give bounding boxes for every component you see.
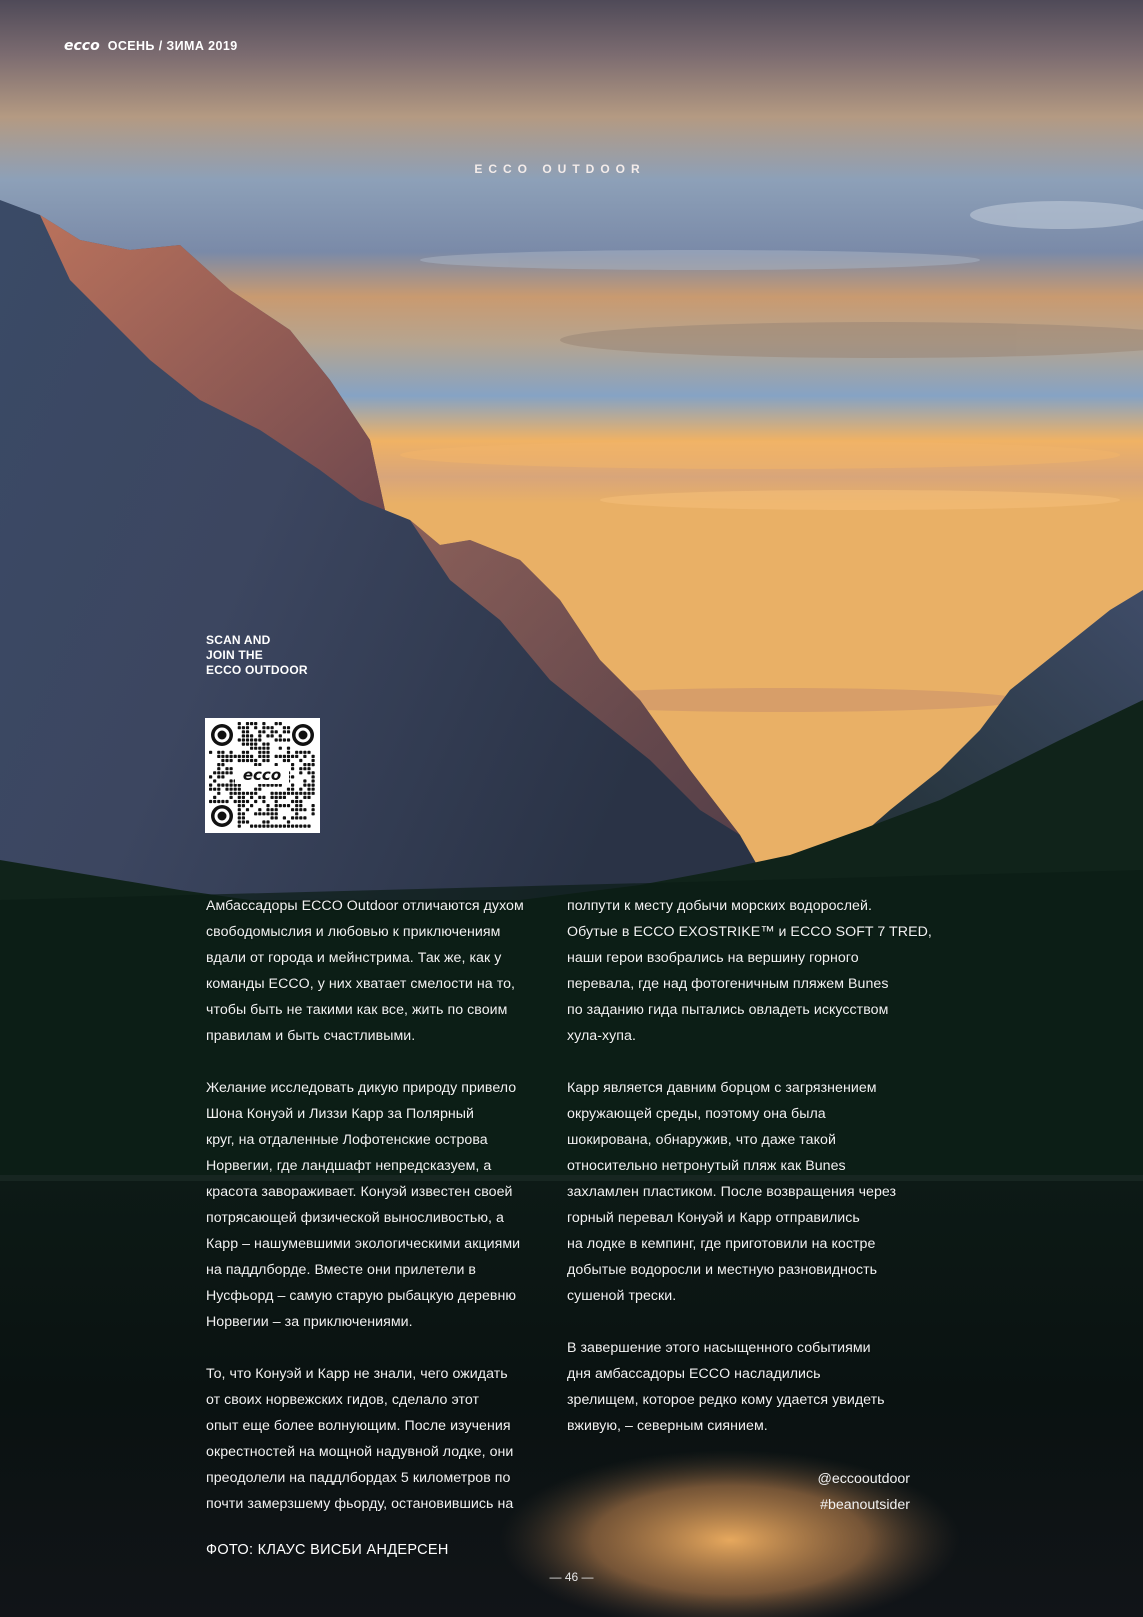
qr-ecco-logo: ecco <box>242 766 282 784</box>
text-line: перевала, где над фотогеничным пляжем Bunes <box>567 976 889 992</box>
paragraph <box>206 893 558 1049</box>
text-line: преодолели на паддлбордах 5 километров по <box>206 1470 511 1486</box>
text-line: на лодке в кемпинг, где приготовили на костре <box>567 1236 876 1252</box>
text-line: дня амбассадоры ECCO насладились <box>567 1366 821 1382</box>
article-column-left <box>206 893 558 1543</box>
photo-credit: ФОТО: КЛАУС ВИСБИ АНДЕРСЕН <box>206 1542 449 1558</box>
paragraph <box>206 1361 558 1517</box>
text-line: Амбассадоры ECCO Outdoor отличаются духом <box>206 898 524 914</box>
text-line: окрестностей на мощной надувной лодке, они <box>206 1444 514 1460</box>
text-line: зрелищем, которое редко кому удается увидеть <box>567 1392 885 1408</box>
section-label: ECCO OUTDOOR <box>474 162 646 176</box>
text-line: потрясающей физической выносливостью, а <box>206 1210 504 1226</box>
qr-code[interactable] <box>205 718 320 833</box>
text-line: Норвегии – за приключениями. <box>206 1314 413 1330</box>
text-line: Желание исследовать дикую природу привело <box>206 1080 517 1096</box>
text-line: почти замерзшему фьорду, остановившись на <box>206 1496 514 1512</box>
text-line: круг, на отдаленные Лофотенские острова <box>206 1132 488 1148</box>
text-line: хула-хупа. <box>567 1028 636 1044</box>
text-line: Нусфьорд – самую старую рыбацкую деревню <box>206 1288 517 1304</box>
text-line: на паддлборде. Вместе они прилетели в <box>206 1262 476 1278</box>
text-line: Карр – нашумевшими экологическими акциями <box>206 1236 521 1252</box>
paragraph <box>567 893 932 1049</box>
qr-code-graphic <box>205 718 320 833</box>
text-line: шокирована, обнаружив, что даже такой <box>567 1132 836 1148</box>
social-links <box>700 1466 910 1518</box>
text-line: Шона Конуэй и Лиззи Карр за Полярный <box>206 1106 475 1122</box>
qr-caption-line: JOIN THE <box>206 648 263 662</box>
text-line: Обутые в ECCO EXOSTRIKE™ и ECCO SOFT 7 TRED, <box>567 924 932 940</box>
article-column-right <box>567 893 932 1465</box>
paragraph <box>567 1335 919 1439</box>
qr-caption-line: SCAN AND <box>206 633 271 647</box>
text-line: горный перевал Конуэй и Карр отправились <box>567 1210 860 1226</box>
text-line: по заданию гида пытались овладеть искусством <box>567 1002 889 1018</box>
paragraph <box>567 1075 919 1309</box>
text-line: относительно нетронутый пляж как Bunes <box>567 1158 846 1174</box>
qr-caption <box>206 633 406 678</box>
page-header <box>64 38 238 54</box>
text-line: В завершение этого насыщенного событиями <box>567 1340 871 1356</box>
text-line: вживую, – северным сиянием. <box>567 1418 768 1434</box>
text-line: наши герои взобрались на вершину горного <box>567 950 859 966</box>
text-line: сушеной трески. <box>567 1288 677 1304</box>
text-line: чтобы быть не такими как все, жить по своим <box>206 1002 508 1018</box>
text-line: Карр является давним борцом с загрязнением <box>567 1080 877 1096</box>
page-number: — 46 — <box>549 1570 594 1584</box>
text-line: добытые водоросли и местную разновидность <box>567 1262 878 1278</box>
text-line: правилам и быть счастливыми. <box>206 1028 416 1044</box>
text-line: полпути к месту добычи морских водорослей. <box>567 898 872 914</box>
text-line: вдали от города и мейнстрима. Так же, как у <box>206 950 502 966</box>
text-line: красота завораживает. Конуэй известен своей <box>206 1184 513 1200</box>
text-line: Норвегии, где ландшафт непредсказуем, а <box>206 1158 492 1174</box>
text-line: опыт еще более волнующим. После изучения <box>206 1418 511 1434</box>
social-hashtag-link[interactable]: #beanoutsider <box>820 1497 910 1513</box>
social-handle-link[interactable]: @eccooutdoor <box>817 1471 910 1487</box>
paragraph <box>206 1075 558 1335</box>
text-line: свободомыслия и любовью к приключениям <box>206 924 501 940</box>
text-line: То, что Конуэй и Карр не знали, чего ожидать <box>206 1366 508 1382</box>
text-line: команды ECCO, у них хватает смелости на то, <box>206 976 516 992</box>
text-line: от своих норвежских гидов, сделало этот <box>206 1392 480 1408</box>
ecco-logo: ecco <box>64 38 100 54</box>
text-line: окружающей среды, поэтому она была <box>567 1106 826 1122</box>
season-label: ОСЕНЬ / ЗИМА 2019 <box>107 39 238 53</box>
text-line: захламлен пластиком. После возвращения через <box>567 1184 897 1200</box>
qr-caption-line: ECCO OUTDOOR <box>206 663 308 677</box>
